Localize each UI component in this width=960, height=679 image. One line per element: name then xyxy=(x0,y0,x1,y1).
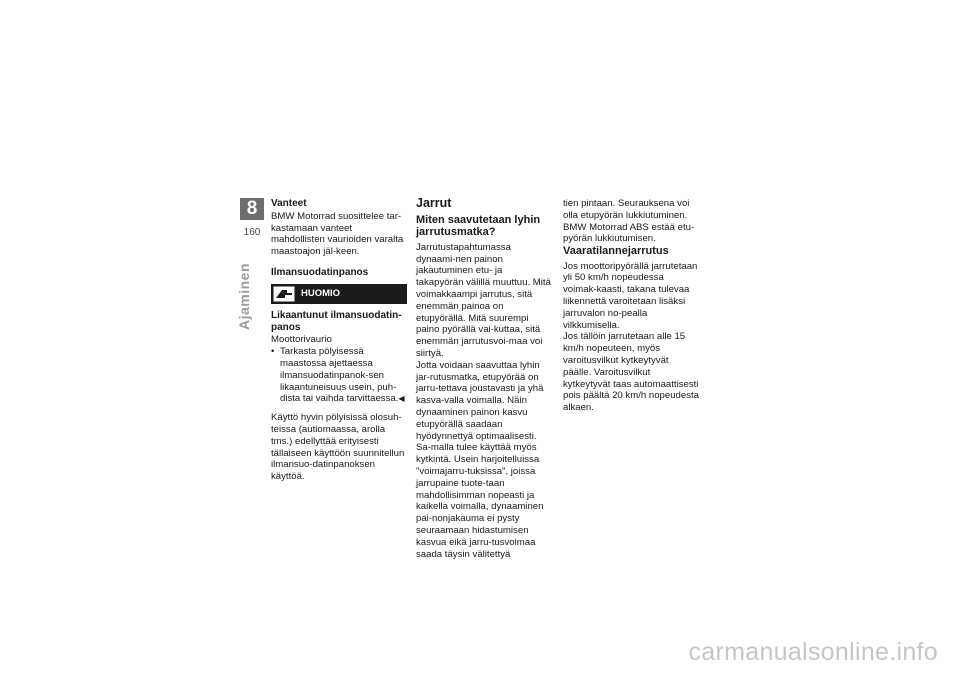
notice-bullet-text: Tarkasta pölyisessä maastossa ajettaessa ilmansuodatinpanok-sen likaantuneisuus usein, puh-dista tai vaihda tarvittaessa. xyxy=(280,346,399,405)
paragraph-brakes-2: Jotta voidaan saavuttaa lyhin jar-rutusmatka, etupyörää on jarru-tettava joustavasti ja yhä kasva-valla voimalla. Näin dynaaminen painon kasvu etupyörällä saadaan hyödynnettyä optimaalisesti. Sa-malla tulee käyttää myös kytkintä. Usein harjoitelluissa "voimajarru-tuksissa", joissa jarrupaine tuote-taan mahdollisimman nopeasti ja kaikella voimalla, dynaaminen pai-nonjakauma ei pysty seuraamaan hidastumisen kasvua eikä jarru-tusvoimaa saada täysin välitettyä xyxy=(416,359,544,560)
hand-notice-icon xyxy=(273,286,295,302)
paragraph-abs: BMW Motorrad ABS estää etu-pyörän lukkiutumisen. xyxy=(563,221,695,245)
list-item xyxy=(271,346,407,405)
page-number: 160 xyxy=(243,227,261,238)
paragraph-brakes-3: tien pintaan. Seurauksena voi olla etupyörän lukkiutuminen. xyxy=(563,198,690,221)
watermark-text: carmanualsonline.info xyxy=(688,638,938,666)
column-middle xyxy=(416,198,552,560)
heading-air-filter: Ilmansuodatinpanos xyxy=(271,266,369,278)
column-left xyxy=(271,198,407,483)
end-mark: ◀ xyxy=(398,394,405,404)
chapter-number: 8 xyxy=(240,198,264,220)
paragraph-emergency-2: Jos tällöin jarrutetaan alle 15 km/h nopeuteen, myös varoitusvilkut kytkeytyvät päälle. Varoitusvilkut kytkeytyvät taas automaattisesti pois päältä 20 km/h nopeudesta alkaen. xyxy=(563,331,700,414)
heading-emergency-braking: Vaaratilannejarrutus xyxy=(563,245,669,258)
notice-bar xyxy=(271,284,407,304)
paragraph-brakes-1: Jarrutustapahtumassa dynaami-nen painon jakautuminen etu- ja takapyörän välillä muuttuu. Mitä voimakkaampi jarrutus, sitä enemmän painoa on etupyörällä. Mitä suurempi paino pyörällä vai-kuttaa, sitä enemmän jarrutusvoi-maa voi siirtyä. xyxy=(416,241,551,359)
column-right xyxy=(563,198,699,414)
chapter-side-label: Ajaminen xyxy=(236,262,252,330)
paragraph-rims: BMW Motorrad suosittelee tar-kastamaan vanteet mahdollisten vaurioiden varalta maastoajon jäl-keen. xyxy=(271,210,404,258)
notice-subtitle: Moottorivaurio xyxy=(271,334,332,346)
heading-rims: Vanteet xyxy=(271,198,307,209)
notice-label: HUOMIO xyxy=(301,287,341,299)
heading-shortest-braking: Miten saavutetaan lyhin jarrutusmatka? xyxy=(416,213,541,239)
paragraph-emergency-1: Jos moottoripyörällä jarrutetaan yli 50 km/h nopeudessa voimak-kaasti, takana tulevaa liikennettä varoitetaan lisäksi jarruvalon no-pealla vilkkumisella. xyxy=(563,260,698,331)
notice-list xyxy=(271,346,407,405)
heading-brakes: Jarrut xyxy=(416,196,452,210)
paragraph-dusty-use: Käyttö hyvin pölyisissä olosuh-teissa (autiomaassa, arolla tms.) edellyttää erityisesti tällaiseen käyttöön suunnitellun ilmansuo-datinpanoksen käyttöä. xyxy=(271,412,405,483)
notice-title: Likaantunut ilmansuodatin-panos xyxy=(271,309,402,333)
